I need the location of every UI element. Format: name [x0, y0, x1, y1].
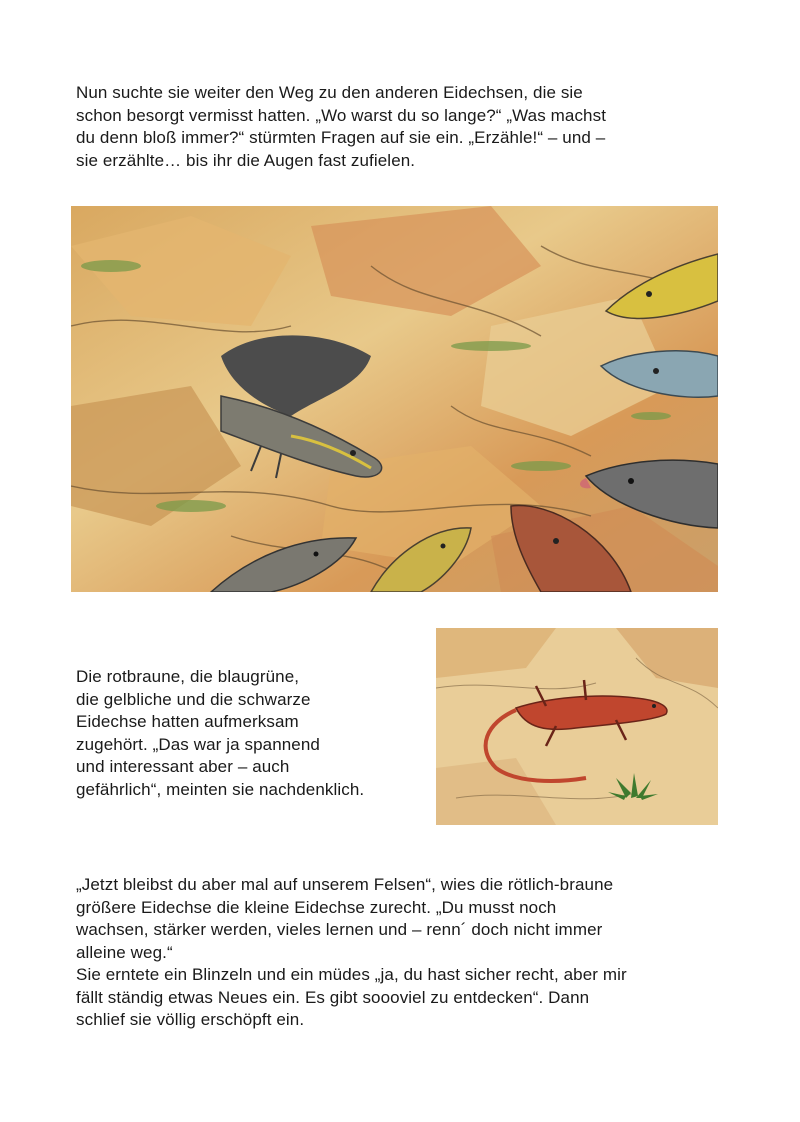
closing-line: größere Eidechse die kleine Eidechse zurecht. „Du musst noch — [76, 897, 557, 917]
emerging-lizard-eye — [350, 450, 356, 456]
closing-paragraph — [76, 874, 627, 1032]
middle-paragraph — [76, 666, 364, 801]
redbrown-lizard-eye — [553, 538, 559, 544]
middle-line: Die rotbraune, die blaugrüne, — [76, 667, 300, 686]
yellow-lizard-eye — [646, 291, 652, 297]
bluegreen-lizard-eye — [653, 368, 659, 374]
intro-line: schon besorgt vermisst hatten. „Wo warst du so lange?“ „Was machst — [76, 105, 607, 125]
closing-line: wachsen, stärker werden, vieles lernen und – renn´ doch nicht immer — [76, 920, 603, 939]
grey-lizard-bottom-eye — [314, 552, 319, 557]
middle-line: zugehört. „Das war ja spannend — [76, 734, 320, 754]
closing-line: schlief sie völlig erschöpft ein. — [76, 1010, 305, 1029]
middle-line: die gelbliche und die schwarze — [76, 689, 311, 709]
grey-lizard-eye — [628, 478, 634, 484]
lizards-gathering-illustration — [71, 206, 718, 592]
yellowish-lizard-eye — [441, 544, 446, 549]
middle-line: Eidechse hatten aufmerksam — [76, 712, 299, 731]
intro-paragraph — [76, 82, 606, 172]
closing-line: Sie erntete ein Blinzeln und ein müdes „ja, du hast sicher recht, aber mir — [76, 965, 627, 984]
lizards-gathering-drawing — [71, 206, 718, 592]
closing-line: „Jetzt bleibst du aber mal auf unserem Felsen“, wies die rötlich-braune — [76, 875, 614, 894]
red-lizard-drawing — [436, 628, 718, 825]
middle-line: gefährlich“, meinten sie nachdenklich. — [76, 779, 365, 799]
intro-line: sie erzählte… bis ihr die Augen fast zufielen. — [76, 150, 416, 170]
intro-line: Nun suchte sie weiter den Weg zu den anderen Eidechsen, die sie — [76, 83, 583, 102]
intro-line: du denn bloß immer?“ stürmten Fragen auf sie ein. „Erzähle!“ – und – — [76, 128, 606, 147]
closing-line: alleine weg.“ — [76, 942, 173, 962]
red-lizard-illustration — [436, 628, 718, 825]
closing-line: fällt ständig etwas Neues ein. Es gibt soooviel zu entdecken“. Dann — [76, 987, 590, 1007]
red-lizard-eye — [652, 704, 656, 708]
middle-line: und interessant aber – auch — [76, 757, 290, 776]
